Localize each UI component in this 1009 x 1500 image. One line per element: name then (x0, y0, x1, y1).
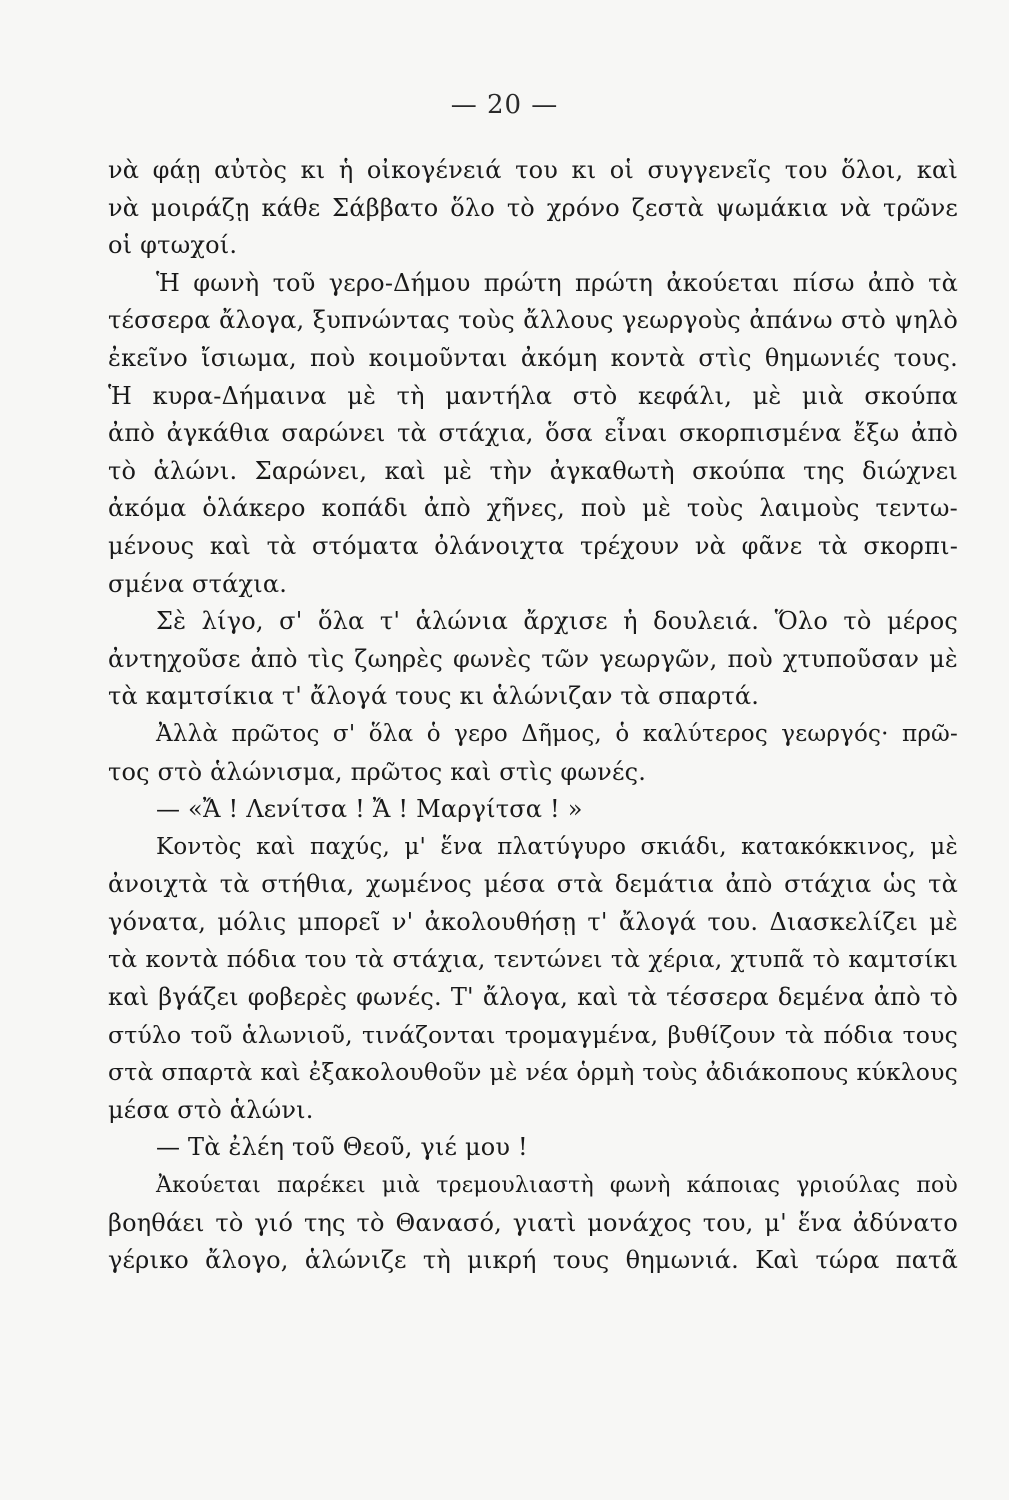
text-line: τέσσερα ἄλογα, ξυπνώντας τοὺς ἄλλους γεωργοὺς ἀπάνω στὸ ψηλὸ (108, 306, 958, 335)
text-line: σμένα στάχια. (108, 569, 288, 598)
text-line: ἀπὸ ἀγκάθια σαρώνει τὰ στάχια, ὅσα εἶναι σκορπισμένα ἔξω ἀπὸ (108, 419, 958, 448)
text-line: — «Ἄ ! Λενίτσα ! Ἄ ! Μαργίτσα ! » (156, 795, 583, 824)
text-line: ἀντηχοῦσε ἀπὸ τὶς ζωηρὲς φωνὲς τῶν γεωργῶν, ποὺ χτυποῦσαν μὲ (108, 644, 958, 673)
text-line: μέσα στὸ ἁλώνι. (108, 1095, 314, 1124)
text-line: τὰ κοντὰ πόδια του τὰ στάχια, τεντώνει τὰ χέρια, χτυπᾶ τὸ καμτσίκι (108, 945, 958, 974)
text-line: νὰ μοιράζῃ κάθε Σάββατο ὅλο τὸ χρόνο ζεστὰ ψωμάκια νὰ τρῶνε (108, 193, 958, 222)
text-line: ἀκόμα ὁλάκερο κοπάδι ἀπὸ χῆνες, ποὺ μὲ τοὺς λαιμοὺς τεντω- (108, 494, 958, 523)
text-line: καὶ βγάζει φοβερὲς φωνές. Τ' ἄλογα, καὶ τὰ τέσσερα δεμένα ἀπὸ τὸ (108, 983, 958, 1012)
text-line: Σὲ λίγο, σ' ὅλα τ' ἁλώνια ἄρχισε ἡ δουλειά. Ὅλο τὸ μέρος (156, 607, 958, 636)
text-line: στὰ σπαρτὰ καὶ ἐξακολουθοῦν μὲ νέα ὁρμὴ τοὺς ἀδιάκοπους κύκλους (108, 1058, 958, 1087)
text-line: ἀνοιχτὰ τὰ στήθια, χωμένος μέσα στὰ δεμάτια ἀπὸ στάχια ὡς τὰ (108, 870, 958, 899)
text-line: νὰ φάῃ αὐτὸς κι ἡ οἰκογένειά του κι οἱ συγγενεῖς του ὅλοι, καὶ (108, 156, 958, 184)
text-line: βοηθάει τὸ γιό της τὸ Θανασό, γιατὶ μονάχος του, μ' ἕνα ἀδύνατο (108, 1208, 958, 1237)
text-line: γόνατα, μόλις μπορεῖ ν' ἀκολουθήσῃ τ' ἄλογά του. Διασκελίζει μὲ (108, 907, 958, 936)
text-line: μένους καὶ τὰ στόματα ὀλάνοιχτα τρέχουν νὰ φᾶνε τὰ σκορπι- (108, 531, 958, 560)
text-line: Κοντὸς καὶ παχύς, μ' ἕνα πλατύγυρο σκιάδι, κατακόκκινος, μὲ (156, 833, 958, 860)
page-number: — 20 — (450, 90, 559, 120)
text-line: στύλο τοῦ ἁλωνιοῦ, τινάζονται τρομαγμένα, βυθίζουν τὰ πόδια τους (108, 1020, 958, 1049)
text-line: — Τὰ ἐλέη τοῦ Θεοῦ, γιέ μου ! (156, 1133, 528, 1162)
text-line: γέρικο ἄλογο, ἁλώνιζε τὴ μικρή τους θημωνιά. Καὶ τώρα πατᾶ (108, 1246, 958, 1275)
text-line: τὸ ἁλώνι. Σαρώνει, καὶ μὲ τὴν ἀγκαθωτὴ σκούπα της διώχνει (108, 456, 958, 485)
text-line: Ἡ κυρα-Δήμαινα μὲ τὴ μαντήλα στὸ κεφάλι, μὲ μιὰ σκούπα (108, 381, 958, 410)
text-line: τὰ καμτσίκια τ' ἄλογά τους κι ἁλώνιζαν τὰ σπαρτά. (108, 682, 760, 711)
text-line: ἐκεῖνο ἴσιωμα, ποὺ κοιμοῦνται ἀκόμη κοντὰ στὶς θημωνιές τους. (108, 343, 958, 372)
body-text (108, 152, 958, 1280)
text-line: Ἀλλὰ πρῶτος σ' ὅλα ὁ γερο Δῆμος, ὁ καλύτερος γεωργός· πρῶ- (156, 720, 958, 747)
text-line: Ἀκούεται παρέκει μιὰ τρεμουλιαστὴ φωνὴ κάποιας γριούλας ποὺ (156, 1173, 958, 1199)
text-line: Ἡ φωνὴ τοῦ γερο-Δήμου πρώτη πρώτη ἀκούεται πίσω ἀπὸ τὰ (156, 268, 958, 297)
text-line: τος στὸ ἁλώνισμα, πρῶτος καὶ στὶς φωνές. (108, 757, 647, 786)
text-line: οἱ φτωχοί. (108, 231, 238, 260)
